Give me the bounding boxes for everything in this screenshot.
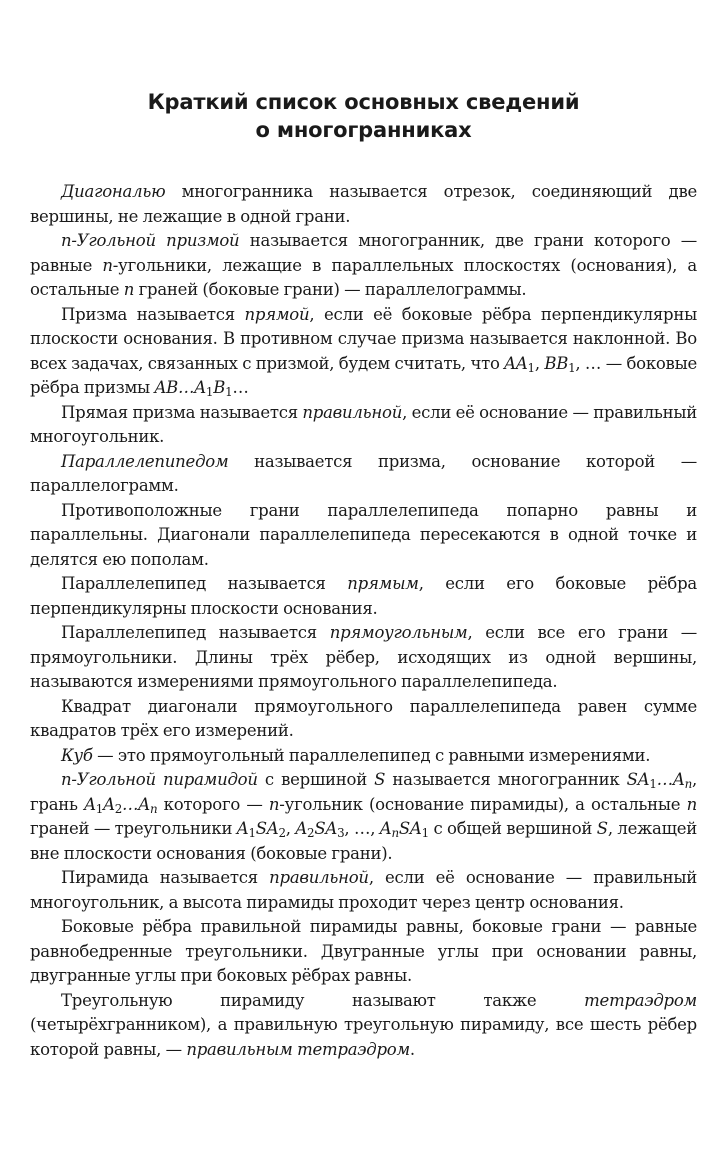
text-run: , …, <box>344 819 380 838</box>
italic-term: правильным тетраэдром <box>186 1039 410 1059</box>
paragraph <box>30 229 697 303</box>
italic-term: A <box>236 819 249 838</box>
italic-term: SA <box>255 819 279 838</box>
italic-term: …A <box>656 770 685 789</box>
italic-term: A <box>84 794 96 814</box>
subscript: 1 <box>248 826 256 841</box>
text-run: , грань <box>30 770 697 814</box>
text-run: -угольник (основание пирамиды), а остальные <box>279 794 687 814</box>
text-run: , если её боковые рёбра перпендикулярны плоскости основания. В противном случае призма называется наклонной. Во всех задачах, связанных с призмой, будем считать, что <box>30 304 697 373</box>
italic-term: n <box>123 280 135 299</box>
subscript: 1 <box>95 801 104 816</box>
italic-term: SA <box>314 819 338 838</box>
text-run: называется призма, основание которой — параллелограмм. <box>30 451 697 495</box>
italic-term: BB <box>544 353 569 373</box>
subscript: 1 <box>225 385 233 400</box>
text-run: , если её основание — правильный многоугольник. <box>30 402 697 446</box>
paragraph <box>30 695 697 744</box>
italic-term: Диагональю <box>61 182 166 201</box>
text-run: Квадрат диагонали прямоугольного параллелепипеда равен сумме квадратов трёх его измерений. <box>30 696 697 740</box>
paragraph <box>30 866 697 915</box>
paragraph <box>30 180 697 229</box>
italic-term: A <box>379 819 392 838</box>
italic-term: n <box>686 794 697 814</box>
text-run: Боковые рёбра правильной пирамиды равны, боковые грани — равные равнобедренные треугольники. Двугранные углы при основании равны, двугранные углы при боковых рёбрах равны. <box>30 917 697 985</box>
text-run: , … — боковые рёбра призмы <box>30 353 697 397</box>
paragraph <box>30 621 697 695</box>
subscript: 1 <box>205 385 214 400</box>
text-run: граней (боковые грани) — параллелограммы. <box>134 280 527 299</box>
text-run: — это прямоугольный параллелепипед с равными измерениями. <box>92 745 651 765</box>
text-run: … <box>232 378 249 397</box>
italic-term: …A <box>122 794 150 814</box>
page-title-line-1: Краткий список основных сведений <box>147 90 580 114</box>
text-run: с вершиной <box>257 770 375 789</box>
subscript: 1 <box>649 777 657 792</box>
subscript: 2 <box>114 801 123 816</box>
subscript: 1 <box>421 826 429 841</box>
text-run: Призма называется <box>61 304 245 324</box>
paragraph <box>30 450 697 499</box>
subscript: n <box>684 777 692 792</box>
italic-term: Параллелепипедом <box>61 451 229 471</box>
text-run: Прямая призма называется <box>61 402 303 422</box>
text-run: , <box>534 353 545 373</box>
italic-term: n <box>102 255 113 275</box>
text-body <box>30 180 697 1062</box>
text-run: которого — <box>157 794 269 814</box>
italic-term: S <box>596 819 608 838</box>
paragraph <box>30 499 697 573</box>
paragraph <box>30 768 697 866</box>
italic-term: B <box>213 378 226 397</box>
subscript: 2 <box>278 826 286 841</box>
italic-term: n-Угольной призмой <box>61 231 240 250</box>
italic-term: SA <box>626 770 650 789</box>
text-run: , лежащей вне плоскости основания (боковые грани). <box>30 819 697 863</box>
text-run: . <box>409 1039 415 1059</box>
text-run: -угольники, лежащие в параллельных плоскостях (основания), а остальные <box>30 255 698 299</box>
italic-term: S <box>374 770 386 789</box>
text-run: , если все его грани — прямоугольники. Длины трёх рёбер, исходящих из одной вершины, называются измерениями прямоугольного параллелепипеда. <box>30 623 697 691</box>
text-run: , если его боковые рёбра перпендикулярны плоскости основания. <box>30 574 697 618</box>
text-run: Противоположные грани параллелепипеда попарно равны и параллельны. Диагонали параллелепипеда пересекаются в одной точке и делятся ею пополам. <box>30 500 697 569</box>
text-run: называется многогранник <box>385 770 627 789</box>
italic-term: правильной <box>269 868 369 887</box>
italic-term: A <box>295 819 308 838</box>
subscript: n <box>391 826 399 841</box>
italic-term: тетраэдром <box>584 990 697 1010</box>
text-run: граней — треугольники <box>30 819 237 838</box>
italic-term: прямым <box>347 574 419 593</box>
italic-term: прямоугольным <box>329 623 468 642</box>
paragraph <box>30 744 697 769</box>
paragraph <box>30 989 697 1063</box>
italic-term: SA <box>398 819 422 838</box>
italic-term: n-Угольной пирамидой <box>61 770 258 789</box>
italic-term: AA <box>504 353 528 373</box>
text-run: Треугольную пирамиду называют также <box>61 990 585 1010</box>
italic-term: A <box>103 794 115 814</box>
italic-term: n <box>268 794 280 814</box>
subscript: 1 <box>568 360 576 375</box>
text-run: , если её основание — правильный многоугольник, а высота пирамиды проходит через центр основания. <box>30 868 697 912</box>
text-run: называется многогранник, две грани которого — равные <box>30 231 697 275</box>
paragraph <box>30 915 697 989</box>
paragraph <box>30 401 697 450</box>
italic-term: AB…A <box>154 378 206 397</box>
subscript: n <box>149 801 158 816</box>
text-run: с общей вершиной <box>428 819 597 838</box>
subscript: 2 <box>307 826 315 841</box>
paragraph <box>30 303 697 401</box>
subscript: 3 <box>337 826 345 841</box>
text-run: Пирамида называется <box>61 868 270 887</box>
page-title-line-2: о многогранниках <box>255 118 472 142</box>
italic-term: правильной <box>302 402 403 422</box>
text-run: Параллелепипед называется <box>61 574 348 593</box>
text-run: Параллелепипед называется <box>61 623 330 642</box>
italic-term: прямой <box>244 304 310 324</box>
paragraph <box>30 572 697 621</box>
italic-term: Куб <box>61 745 93 765</box>
text-run: , <box>285 819 296 838</box>
text-run: (четырёхгранником), а правильную треугольную пирамиду, все шесть рёбер которой равны, — <box>30 1015 697 1059</box>
text-run: многогранника называется отрезок, соединяющий две вершины, не лежащие в одной грани. <box>30 182 697 226</box>
subscript: 1 <box>527 360 535 375</box>
